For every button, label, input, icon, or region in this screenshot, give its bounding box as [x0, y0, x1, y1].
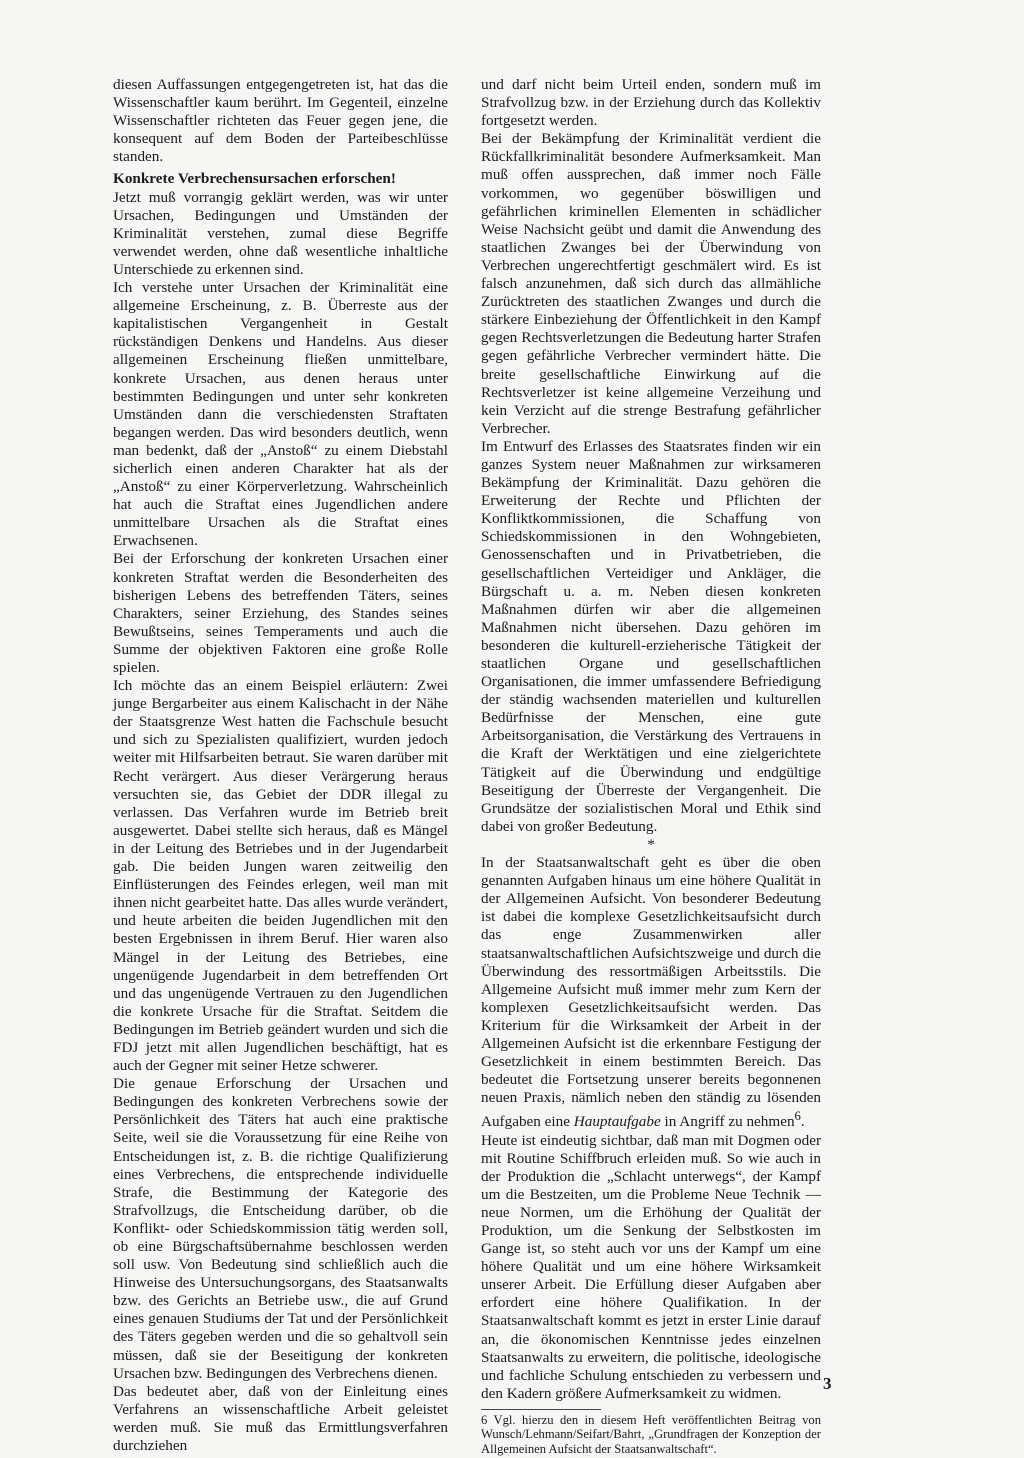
- page-number: 3: [823, 1374, 832, 1393]
- footnote-divider: [481, 1409, 601, 1410]
- paragraph-text-end: in Angriff zu nehmen: [660, 1113, 795, 1131]
- paragraph: Bei der Erforschung der konkreten Ursachen einer konkreten Straftat werden die Besonderheiten des bisherigen Lebens des betreffenden Täters, seines Charakters, seiner Erziehung, des Standes seines Bewußtseins, seines Temperaments und auch die Summe der objektiven Faktoren eine große Rolle spielen.: [113, 550, 448, 676]
- paragraph: Ich möchte das an einem Beispiel erläutern: Zwei junge Bergarbeiter aus einem Kalischacht in der Nähe der Staatsgrenze West hatten die Fachschule besucht und sich zu Spezialisten qualifiziert, wurden jedoch weiter mit Hilfsarbeiten betraut. Sie waren darüber mit Recht verärgert. Aus dieser Verärgerung heraus versuchten sie, das Gebiet der DDR illegal zu verlassen. Das Verfahren wurde im Betrieb breit ausgewertet. Dabei stellte sich heraus, daß es Mängel in der Leitung des Betriebes und in der Jugendarbeit gab. Die beiden Jungen waren zeitweilig den Einflüsterungen des Feindes erlegen, weil man mit ihnen nicht gearbeitet hatte. Das alles wurde verändert, und heute arbeiten die beiden Jugendlichen mit den besten Ergebnissen in ihrem Beruf. Hier waren also Mängel in der Leitung des Betriebes, eine ungenügende Jugendarbeit in dem betreffenden Ort und das ungenügende Vertrauen zu den Jugendlichen die konkrete Ursache für die Straftat. Seitdem die Bedingungen im Betrieb geändert wurden und sich die FDJ jetzt mit allen Jugendlichen beschäftigt, hat es auch der Gegner mit seiner Hetze schwerer.: [113, 677, 448, 1075]
- paragraph: Im Entwurf des Erlasses des Staatsrates finden wir ein ganzes System neuer Maßnahmen zur wirksameren Bekämpfung der Kriminalität. Dazu gehören die Erweiterung der Rechte und Pflichten der Konfliktkommissionen, die Schaffung von Schiedskommissionen in den Wohngebieten, Genossenschaften und in Privatbetrieben, die gesellschaftlichen Verteidiger und Ankläger, die Bürgschaft u. a. m. Neben diesen konkreten Maßnahmen dürfen wir aber die allgemeinen Maßnahmen nicht übersehen. Dazu gehören im besonderen die kulturell-erzieherische Tätigkeit der staatlichen Organe und gesellschaftlichen Organisationen, die immer umfassendere Befriedigung der ständig wachsenden materiellen und kulturellen Bedürfnisse der Menschen, eine gute Arbeitsorganisation, die Verstärkung des Vertrauens in die Kraft der Werktätigen und eine zielgerichtete Tätigkeit auf die Überwindung und endgültige Beseitigung der Überreste der Vergangenheit. Die Grundsätze der sozialistischen Moral und Ethik sind dabei von großer Bedeutung.: [481, 437, 821, 835]
- paragraph: [481, 854, 821, 1131]
- paragraph: Ich verstehe unter Ursachen der Kriminalität eine allgemeine Erscheinung, z. B. Überreste aus der kapitalistischen Vergangenheit in Gestalt rückständigen Denkens und Handelns. Aus dieser allgemeinen Erscheinung fließen unmittelbare, konkrete Ursachen, aus denen heraus unter bestimmten Bedingungen und unter sehr konkreten Umständen dann die verschiedensten Straftaten begangen werden. Das wird besonders deutlich, wenn man bedenkt, daß der „Anstoß“ zu einem Diebstahl sicherlich einen anderen Charakter hat als der „Anstoß“ zu einer Körperverletzung. Wahrscheinlich hat auch die Straftat eines Jugendlichen andere unmittelbare Ursachen als die Straftat eines Erwachsenen.: [113, 279, 448, 550]
- paragraph: Die genaue Erforschung der Ursachen und Bedingungen des konkreten Verbrechens sowie der Persönlichkeit des Täters hat auch eine praktische Seite, weil sie die Voraussetzung für eine Reihe von Entscheidungen ist, z. B. die richtige Qualifizierung eines Verbrechens, die entsprechende individuelle Strafe, die Bestimmung der Kategorie des Strafvollzugs, die Entscheidung darüber, ob die Konflikt- oder Schiedskommission tätig werden soll, ob eine Bürgschaftsübernahme beschlossen werden soll usw. Von Bedeutung sind schließlich auch die Hinweise des Untersuchungsorgans, des Staatsanwalts bzw. des Gerichts an Betriebe usw., die auf Grund eines genauen Studiums der Tat und der Persönlichkeit des Täters gegeben werden und die so gehaltvoll sein müssen, daß sie der Beseitigung der konkreten Ursachen bzw. Bedingungen des Verbrechens dienen.: [113, 1075, 448, 1382]
- footnote: 6 Vgl. hierzu den in diesem Heft veröffentlichten Beitrag von Wunsch/Lehmann/Seifart/Bahrt, „Grundfragen der Konzeption der Allgemeinen Aufsicht der Staatsanwaltschaft“.: [481, 1412, 821, 1456]
- paragraph: Jetzt muß vorrangig geklärt werden, was wir unter Ursachen, Bedingungen und Umständen der Kriminalität verstehen, zumal diese Begriffe verwendet werden, ohne daß wesentliche inhaltliche Unterschiede zu erkennen sind.: [113, 188, 448, 278]
- paragraph: diesen Auffassungen entgegengetreten ist, hat das die Wissenschaftler kaum berührt. Im Gegenteil, einzelne Wissenschaftler richteten das Feuer gegen jene, die konsequent auf dem Boden der Parteibeschlüsse standen.: [113, 76, 448, 166]
- section-heading: Konkrete Verbrechensursachen erforschen!: [113, 170, 396, 188]
- paragraph: Heute ist eindeutig sichtbar, daß man mit Dogmen oder mit Routine Schiffbruch erleiden muß. So wie auch in der Produktion die „Schlacht unterwegs“, der Kampf um die Bestzeiten, um die Probleme Neue Technik — neue Normen, um die Erhöhung der Qualität der Produktion, um die Senkung der Selbstkosten im Gange ist, so steht auch vor uns der Kampf um eine höhere Qualität und um eine höhere Wirksamkeit unserer Arbeit. Die Erfüllung dieser Aufgaben aber erfordert eine höhere Qualifikation. In der Staatsanwaltschaft kommt es jetzt in erster Linie darauf an, die ökonomischen Kenntnisse jedes einzelnen Staatsanwalts zu erweitern, die politische, ideologische und fachliche Schulung entschieden zu verbessern und den Kadern größere Aufmerksamkeit zu widmen.: [481, 1131, 821, 1402]
- emphasis-text: Hauptaufgabe: [573, 1113, 661, 1131]
- paragraph: Bei der Bekämpfung der Kriminalität verdient die Rückfallkriminalität besondere Aufmerksamkeit. Man muß offen aussprechen, daß immer noch Fälle vorkommen, wo gegenüber böswilligen und gefährlichen kriminellen Elementen in schädlicher Weise Nachsicht geübt und damit die Anwendung des staatlichen Zwanges bei der Überwindung von Verbrechen ungerechtfertigt geschmälert wird. Es ist falsch anzunehmen, daß sich durch das allmähliche Zurücktreten des staatlichen Zwanges und durch die stärkere Einbeziehung der Öffentlichkeit in den Kampf gegen Rechtsverletzungen die Bedeutung harter Strafen gegen gefährliche Verbrecher vermindert hätte. Die breite gesellschaftliche Einwirkung auf die Rechtsverletzer ist keine allgemeine Verzeihung und kein Verzicht auf die strenge Bestrafung gefährlicher Verbrecher.: [481, 130, 821, 437]
- paragraph: und darf nicht beim Urteil enden, sondern muß im Strafvollzug bzw. in der Erziehung durch das Kollektiv fortgesetzt werden.: [481, 76, 821, 130]
- sentence-end: .: [800, 1113, 805, 1131]
- footnote-reference: 6: [794, 1109, 801, 1124]
- right-column: [481, 76, 821, 1456]
- left-column: [113, 76, 448, 1455]
- paragraph: Das bedeutet aber, daß von der Einleitung eines Verfahrens an wissenschaftliche Arbeit geleistet werden muß. Sie muß das Ermittlungsverfahren durchziehen: [113, 1382, 448, 1455]
- paragraph-text: In der Staatsanwaltschaft geht es über die oben genannten Aufgaben hinaus um eine höhere Qualität in der Allgemeinen Aufsicht. Von besonderer Bedeutung ist dabei die komplexe Gesetzlichkeitsaufsicht durch das enge Zusammenwirken aller staatsanwaltschaftlichen Aufsichtszweige und durch die Überwindung des ressortmäßigen Arbeitsstils. Die Allgemeine Aufsicht muß immer mehr zum Kern der komplexen Gesetzlichkeitsaufsicht werden. Das Kriterium für die Wirksamkeit der Arbeit in der Allgemeinen Aufsicht ist die erkennbare Festigung der Gesetzlichkeit in einem bestimmten Bereich. Das bedeutet die Fortsetzung unserer bereits begonnenen neuen Praxis, nämlich neben den ständig zu lösenden Aufgaben eine: [481, 854, 821, 1131]
- section-separator: *: [647, 835, 655, 853]
